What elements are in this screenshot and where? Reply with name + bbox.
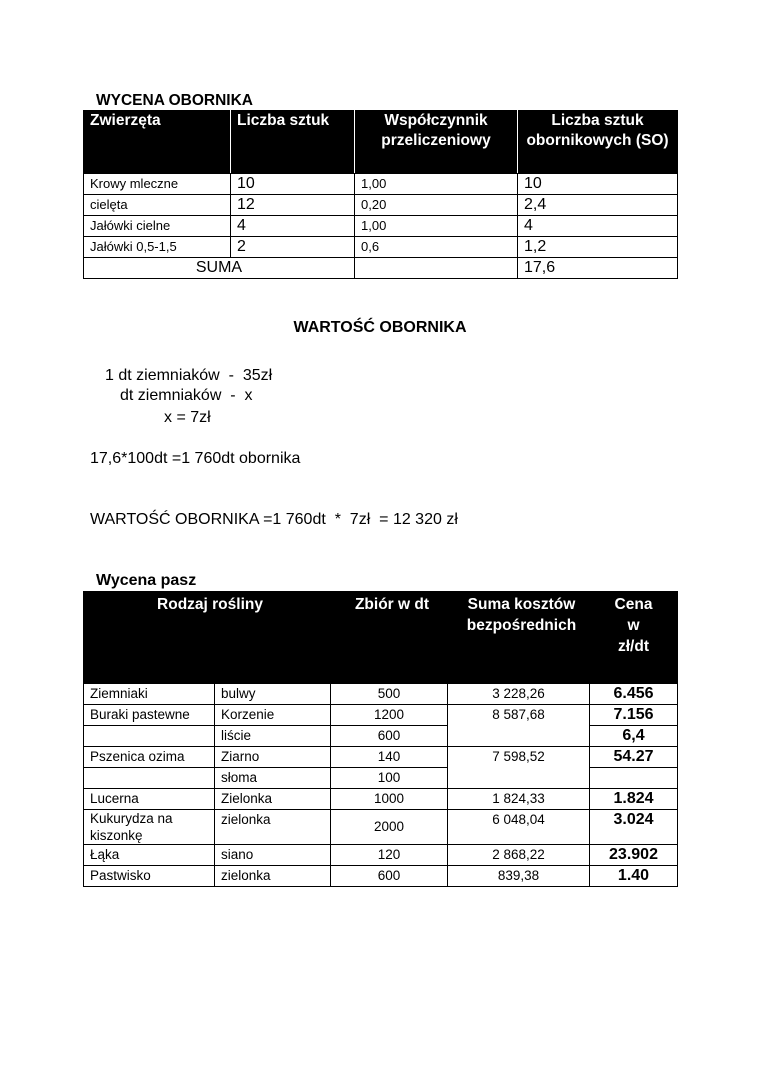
animal-name: Jałówki cielne: [84, 216, 231, 237]
plant-harvest: 140: [331, 747, 448, 768]
animal-coef: 0,6: [355, 237, 518, 258]
plant-harvest: 1200: [331, 705, 448, 726]
animal-count: 12: [231, 195, 355, 216]
plant-cost: 8 587,68: [448, 705, 590, 747]
plant-part: siano: [215, 845, 331, 866]
plant-name: Łąka: [84, 845, 215, 866]
table-row: [84, 810, 678, 845]
plant-harvest: 1000: [331, 789, 448, 810]
animal-count: 10: [231, 174, 355, 195]
calc-line-5: WARTOŚĆ OBORNIKA =1 760dt * 7zł = 12 320 zł: [90, 511, 458, 528]
table-row: [84, 866, 678, 887]
header-coefficient: Współczynnik przeliczeniowy: [355, 111, 518, 174]
plant-cost: 2 868,22: [448, 845, 590, 866]
animal-coef: 1,00: [355, 216, 518, 237]
plant-price: 6.456: [590, 684, 678, 705]
table-row: [84, 174, 678, 195]
obornik-header-row: [84, 111, 678, 174]
plant-price: 3.024: [590, 810, 678, 845]
calc-line-2: dt ziemniaków - x: [120, 387, 253, 404]
header-animals: Zwierzęta: [84, 111, 231, 174]
plant-name: Ziemniaki: [84, 684, 215, 705]
sum-value: 17,6: [518, 258, 678, 279]
table-row: [84, 789, 678, 810]
sum-label: SUMA: [84, 258, 355, 279]
plant-price: 54.27: [590, 747, 678, 768]
animal-name: cielęta: [84, 195, 231, 216]
plant-name: [84, 726, 215, 747]
header-price: [590, 592, 678, 684]
plant-cost: 6 048,04: [448, 810, 590, 845]
sum-row: [84, 258, 678, 279]
animal-so: 1,2: [518, 237, 678, 258]
plant-cost: 7 598,52: [448, 747, 590, 789]
pasze-table: [83, 591, 678, 887]
obornik-table: [83, 110, 678, 279]
header-harvest: Zbiór w dt: [331, 592, 448, 684]
wartosc-title: WARTOŚĆ OBORNIKA: [293, 319, 467, 336]
table-row: [84, 216, 678, 237]
table-row: [84, 845, 678, 866]
plant-price: [590, 768, 678, 789]
header-price-text: Cena w zł/dt: [614, 596, 653, 655]
plant-cost: 1 824,33: [448, 789, 590, 810]
plant-harvest: 120: [331, 845, 448, 866]
header-so: Liczba sztuk obornikowych (SO): [518, 111, 678, 174]
calc-line-3: x = 7zł: [164, 409, 211, 426]
plant-price: 7.156: [590, 705, 678, 726]
animal-so: 2,4: [518, 195, 678, 216]
plant-part: słoma: [215, 768, 331, 789]
animal-coef: 0,20: [355, 195, 518, 216]
animal-name: Jałówki 0,5-1,5: [84, 237, 231, 258]
table-row: [84, 747, 678, 768]
table-row: [84, 705, 678, 726]
table-row: [84, 237, 678, 258]
plant-name: Buraki pastewne: [84, 705, 215, 726]
plant-harvest: 100: [331, 768, 448, 789]
plant-harvest: 600: [331, 866, 448, 887]
plant-name: Lucerna: [84, 789, 215, 810]
plant-part: Zielonka: [215, 789, 331, 810]
plant-part: Korzenie: [215, 705, 331, 726]
plant-part: bulwy: [215, 684, 331, 705]
obornik-title: WYCENA OBORNIKA: [96, 92, 254, 109]
plant-name: Kukurydza na kiszonkę: [84, 810, 215, 845]
animal-so: 4: [518, 216, 678, 237]
header-cost: Suma kosztów bezpośrednich: [448, 592, 590, 684]
animal-name: Krowy mleczne: [84, 174, 231, 195]
plant-part: Ziarno: [215, 747, 331, 768]
plant-harvest: 500: [331, 684, 448, 705]
plant-part: zielonka: [215, 810, 331, 845]
plant-name: [84, 768, 215, 789]
animal-count: 2: [231, 237, 355, 258]
table-row: [84, 684, 678, 705]
calc-line-1: 1 dt ziemniaków - 35zł: [105, 367, 273, 384]
animal-coef: 1,00: [355, 174, 518, 195]
calc-line-4: 17,6*100dt =1 760dt obornika: [90, 450, 301, 467]
plant-price: 23.902: [590, 845, 678, 866]
pasze-header-row: [84, 592, 678, 684]
header-count: Liczba sztuk: [231, 111, 355, 174]
plant-harvest: 2000: [331, 810, 448, 845]
animal-so: 10: [518, 174, 678, 195]
table-row: [84, 195, 678, 216]
plant-price: 1.40: [590, 866, 678, 887]
plant-harvest: 600: [331, 726, 448, 747]
plant-price: 1.824: [590, 789, 678, 810]
animal-count: 4: [231, 216, 355, 237]
pasze-title: Wycena pasz: [96, 572, 197, 589]
plant-name: Pastwisko: [84, 866, 215, 887]
plant-part: liście: [215, 726, 331, 747]
plant-price: 6,4: [590, 726, 678, 747]
plant-part: zielonka: [215, 866, 331, 887]
plant-cost: 839,38: [448, 866, 590, 887]
plant-cost: 3 228,26: [448, 684, 590, 705]
plant-name: Pszenica ozima: [84, 747, 215, 768]
header-plant: Rodzaj rośliny: [84, 592, 331, 684]
sum-empty: [355, 258, 518, 279]
